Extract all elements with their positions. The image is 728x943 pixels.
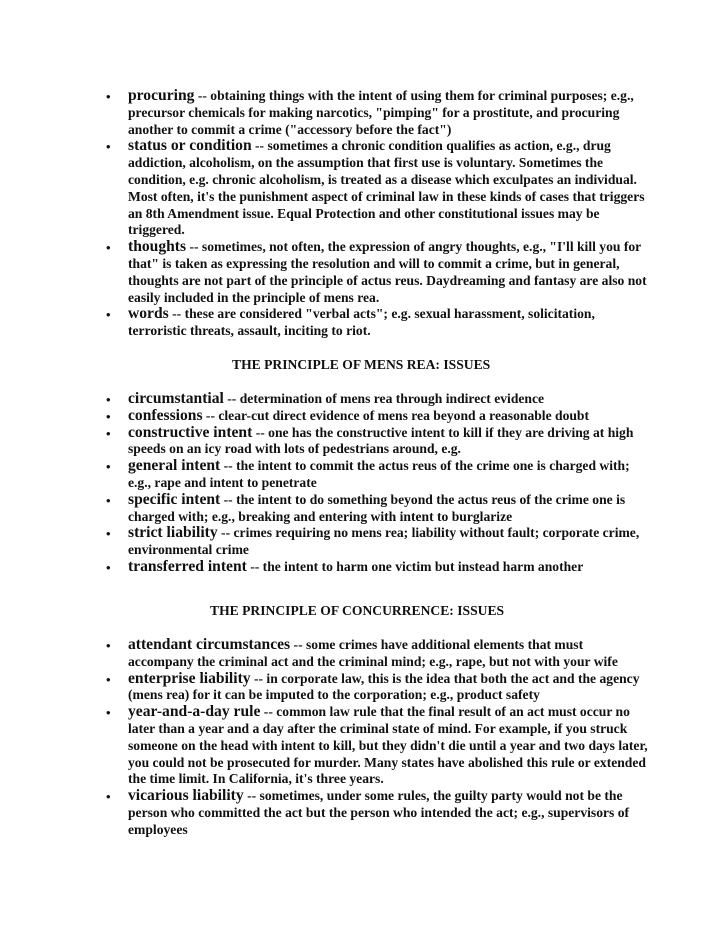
term-description: -- the intent to harm one victim but instead harm another (246, 558, 584, 574)
term-label: constructive intent (128, 423, 253, 441)
bullet-icon: • (106, 705, 111, 721)
term-description: -- clear-cut direct evidence of mens rea beyond a reasonable doubt (202, 407, 590, 423)
term-description: -- these are considered "verbal acts"; e.g. sexual harassment, solicitation, terroristic threats, assault, inciting to riot. (128, 306, 595, 339)
list-item (106, 669, 648, 705)
list-item (106, 457, 648, 492)
mens-rea-list (106, 390, 648, 576)
list-item (106, 636, 648, 671)
bullet-icon: • (106, 307, 111, 323)
bullet-icon: • (106, 425, 111, 441)
bullet-icon: • (106, 559, 111, 575)
term-label: status or condition (128, 137, 252, 155)
bullet-icon: • (106, 89, 111, 104)
bullet-icon: • (106, 139, 111, 155)
bullet-icon: • (106, 492, 111, 508)
term-description: -- in corporate law, this is the idea that both the act and the agency (mens rea) for it can be imputed to the corporation; e.g., product safety (128, 670, 640, 703)
list-item (106, 703, 648, 788)
term-label: strict liability (128, 524, 218, 542)
bullet-icon: • (106, 789, 111, 805)
term-description: -- obtaining things with the intent of using them for criminal purposes; e.g., precursor chemicals for making narcotics, "pimping" for a prostitute, and procuring another to commit a crime ("accessory before the fact") (128, 88, 634, 137)
actus-reus-list (106, 87, 648, 340)
term-label: circumstantial (128, 390, 224, 407)
term-label: confessions (128, 406, 203, 424)
list-item (106, 238, 648, 306)
term-label: vicarious liability (128, 787, 244, 805)
list-item (106, 87, 648, 138)
list-item (106, 490, 648, 526)
term-label: transferred intent (128, 557, 247, 575)
section-heading-mens-rea: THE PRINCIPLE OF MENS REA: ISSUES (232, 357, 491, 372)
bullet-icon: • (106, 408, 111, 424)
term-label: attendant circumstances (128, 636, 291, 653)
list-item (106, 557, 648, 576)
term-label: procuring (128, 87, 195, 104)
term-label: specific intent (128, 490, 221, 508)
term-description: -- the intent to do something beyond the actus reus of the crime one is charged with; e.g., breaking and entering with intent to burglarize (128, 491, 626, 524)
term-label: year-and-a-day rule (128, 703, 261, 721)
term-description: -- some crimes have additional elements that must accompany the criminal act and the criminal mind; e.g., rape, but not with your wife (128, 637, 618, 669)
term-description: -- sometimes a chronic condition qualifies as action, e.g., drug addiction, alcoholism, on the assumption that first use is voluntary. Sometimes the condition, e.g. chronic alcoholism, is treated as a disease which exculpates an individual. Most often, it's the punishment aspect of criminal law in these kinds of cases that triggers an 8th Amendment issue. Equal Protection and other constitutional issues may be triggered. (128, 138, 645, 238)
bullet-icon: • (106, 671, 111, 687)
term-description: -- crimes requiring no mens rea; liability without fault; corporate crime, environmental crime (128, 525, 640, 558)
term-label: words (128, 305, 169, 323)
list-item (106, 137, 648, 239)
list-item (106, 305, 648, 340)
bullet-icon: • (106, 240, 111, 256)
section-heading-concurrence: THE PRINCIPLE OF CONCURRENCE: ISSUES (210, 603, 505, 618)
list-item (106, 787, 648, 838)
term-description: -- sometimes, not often, the expression of angry thoughts, e.g., "I'll kill you for that" is taken as expressing the resolution and will to commit a crime, but in general, thoughts are not part of the principle of actus reus. Daydreaming and fantasy are also not easily included in the principle of mens rea. (128, 239, 647, 305)
list-item (106, 423, 648, 459)
term-description: -- determination of mens rea through indirect evidence (223, 391, 545, 406)
bullet-icon: • (106, 526, 111, 542)
bullet-icon: • (106, 392, 111, 407)
term-description: -- sometimes, under some rules, the guilty party would not be the person who committed the act but the person who intended the act; e.g., supervisors of employees (128, 788, 630, 837)
term-description: -- common law rule that the final result of an act must occur no later than a year and a day after the criminal state of mind. For example, if you struck someone on the head with intent to kill, but they didn't die until a year and two days later, you could not be prosecuted for murder. Many states have abolished this rule or extended the time limit. In California, it's three years. (128, 704, 648, 787)
concurrence-list (106, 636, 648, 839)
term-description: -- the intent to commit the actus reus of the crime one is charged with; e.g., rape and intent to penetrate (128, 458, 630, 490)
bullet-icon: • (106, 638, 111, 653)
term-description: -- one has the constructive intent to kill if they are driving at high speeds on an icy road with lots of pedestrians around, e.g. (128, 424, 634, 457)
list-item (106, 406, 648, 425)
term-label: general intent (128, 457, 221, 475)
term-label: enterprise liability (128, 669, 251, 687)
term-label: thoughts (128, 238, 187, 256)
bullet-icon: • (106, 459, 111, 475)
list-item (106, 390, 648, 408)
list-item (106, 524, 648, 559)
